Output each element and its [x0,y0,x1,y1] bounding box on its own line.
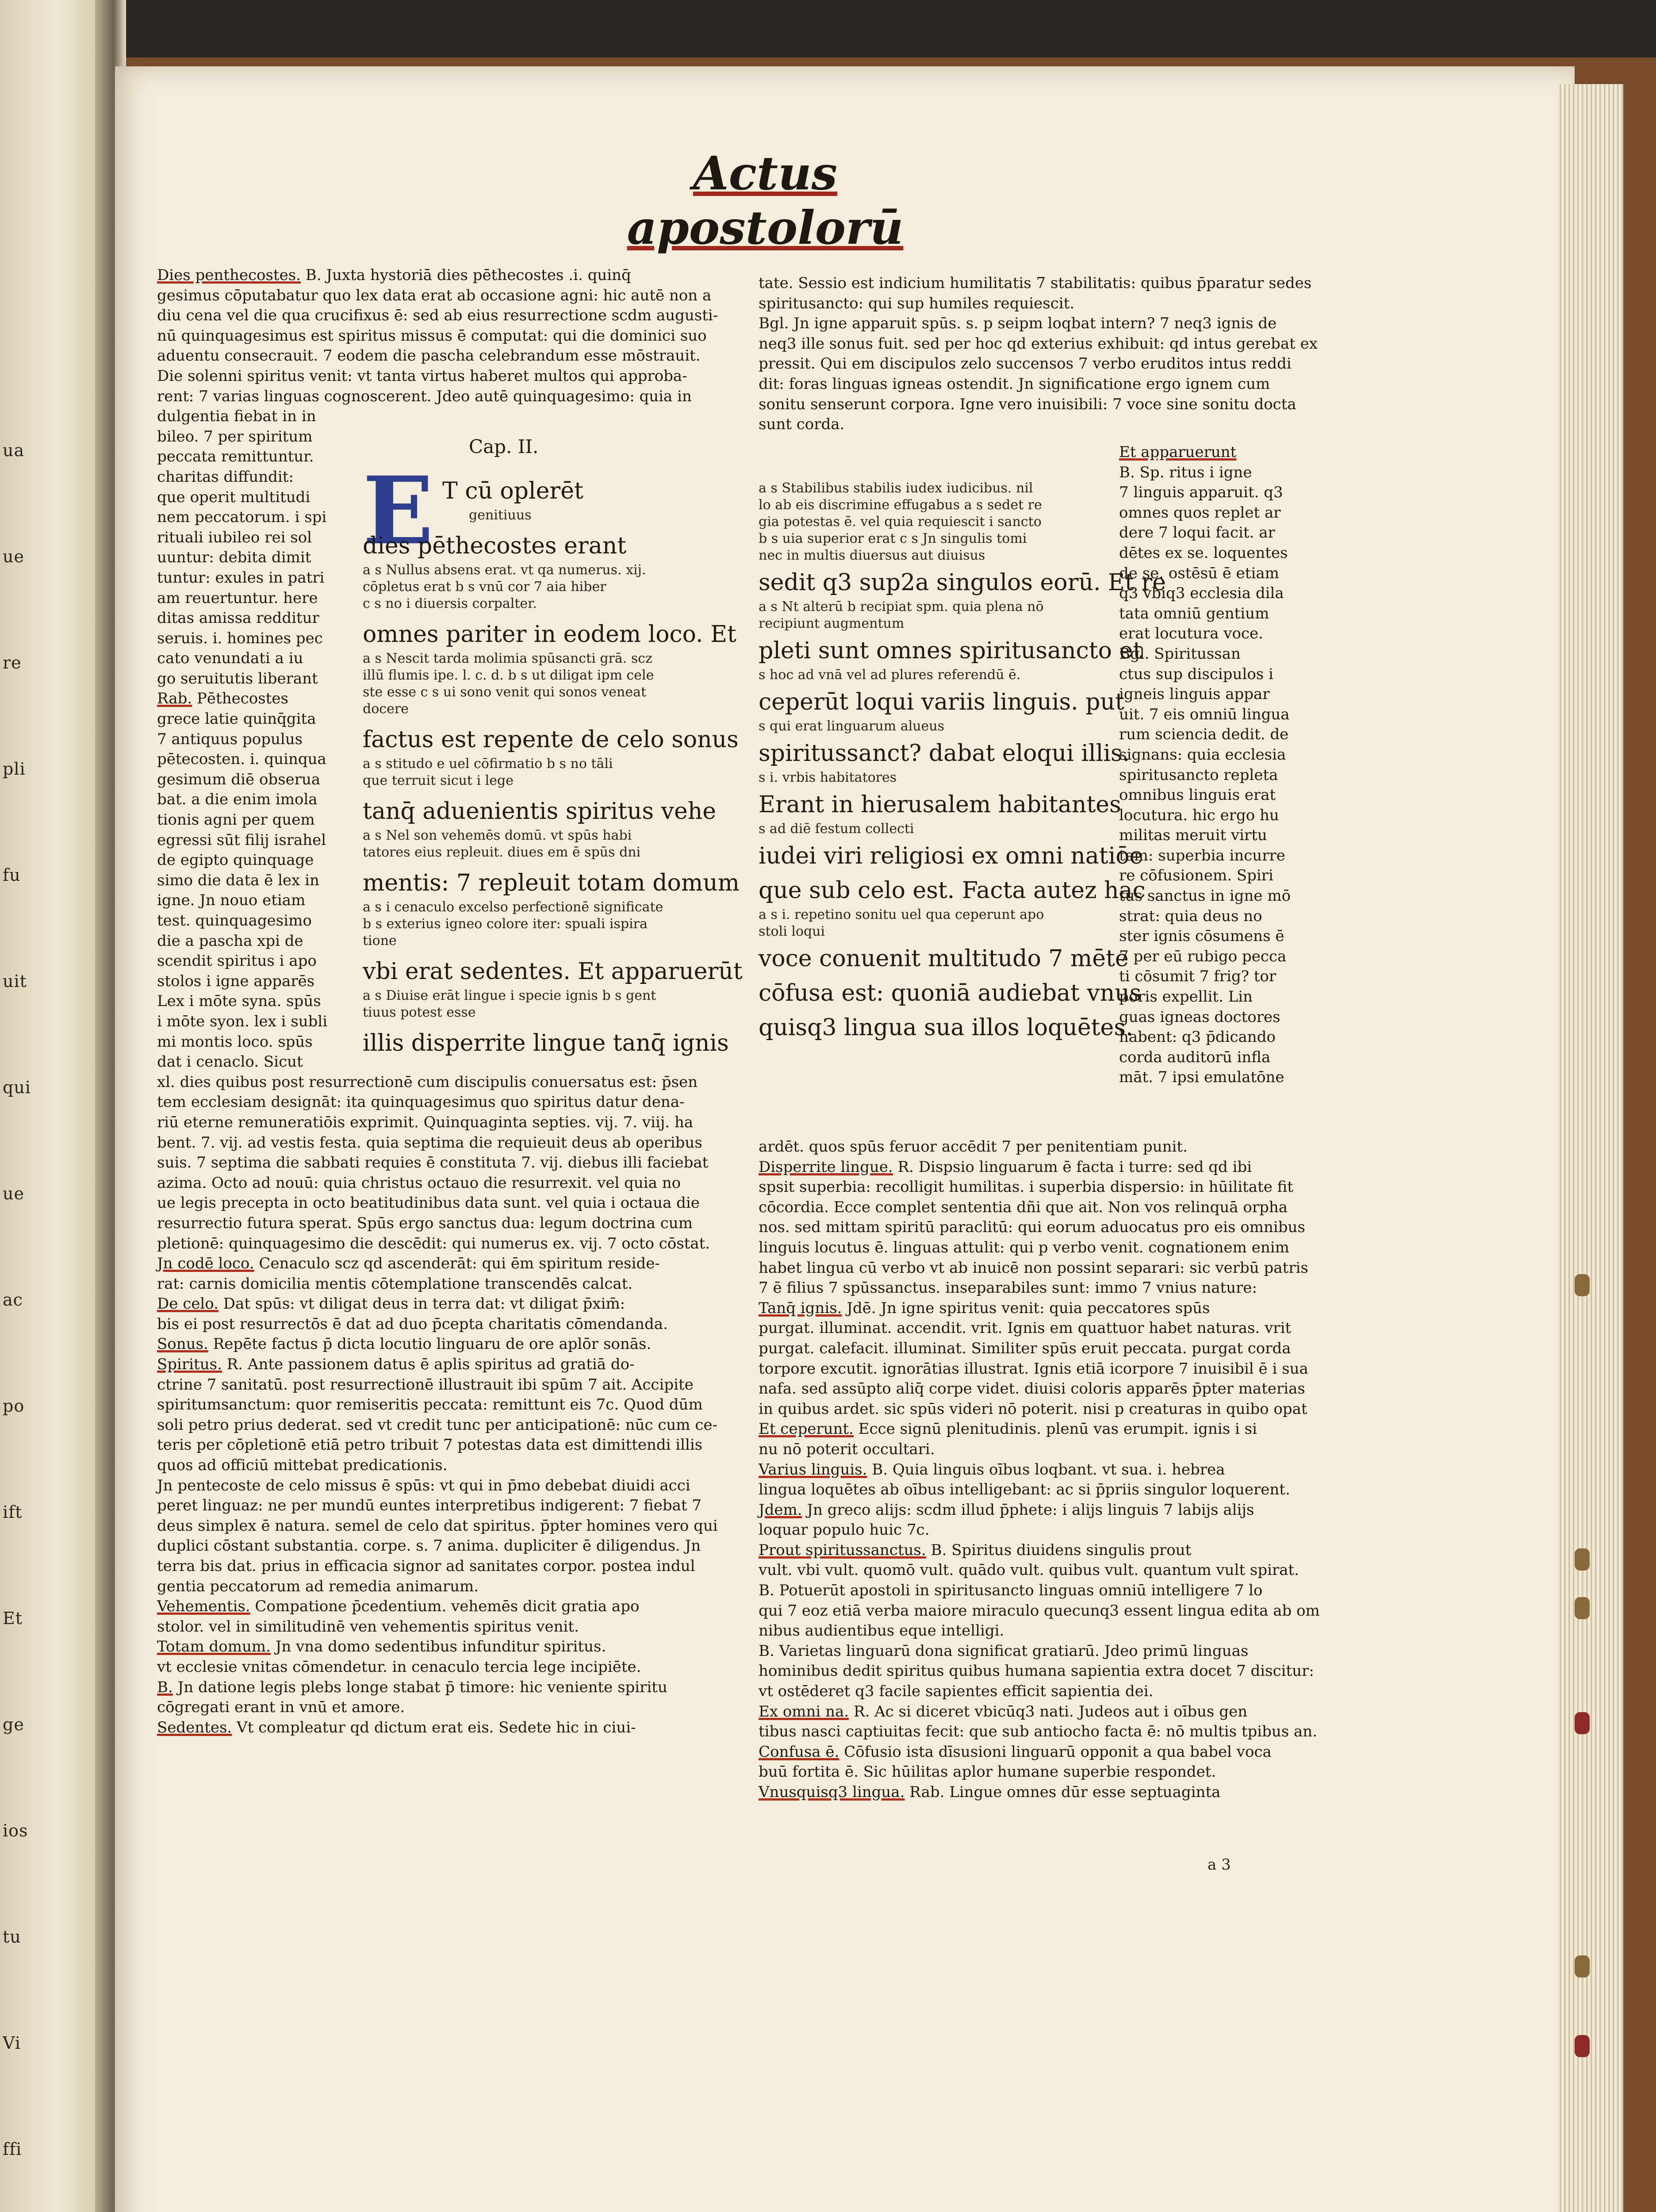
gloss-line: Disperrite lingue. R. Dispsio linguarum ē facta i turre: sed qd ibi [759,1158,1252,1176]
gloss-line: simo die data ē lex in [157,871,319,889]
gloss-line: de se. ostēsū ē etiam [1119,564,1279,582]
gloss-line: rituali iubileo rei sol [157,528,312,546]
gloss-line: gentia peccatorum ad remedia animarum. [157,1577,479,1595]
gloss-line: dētes ex se. loquentes [1119,544,1288,562]
bible-verse-line: cōfusa est: quoniā audiebat vnus [759,980,1142,1006]
gloss-line: de egipto quinquage [157,851,314,869]
gloss-line: Tanq̄ ignis. Jdē. Jn igne spiritus venit: quia peccatores spūs [759,1299,1210,1317]
gloss-line: bat. a die enim imola [157,791,318,809]
gloss-line: Lex i mōte syna. spūs [157,992,321,1010]
interlinear-gloss: genitiuus [469,507,532,523]
gloss-line: riū eterne remuneratiōis exprimit. Quinquaginta septies. vij. 7. viij. ha [157,1113,694,1131]
gloss-line: dat i cenaclo. Sicut [157,1053,303,1071]
gloss-line: guas igneas doctores [1119,1008,1280,1026]
interlinear-gloss: que terruit sicut i lege [363,773,514,788]
gloss-line: soli petro prius dederat. sed vt credit tunc per anticipationē: nūc cum ce- [157,1416,717,1434]
gloss-line: diu cena vel die qua crucifixus ē: sed ab eius resurrectione scdm augusti- [157,307,718,325]
gloss-line: bis ei post resurrectōs ē dat ad duo p̄cepta charitatis cōmendanda. [157,1315,668,1333]
gloss-line: Prout spiritussanctus. B. Spiritus diuidens singulis prout [759,1541,1192,1559]
bible-verse-line: voce conuenit multitudo 7 mēte [759,945,1129,972]
page-tab [1575,1548,1590,1571]
interlinear-gloss: ste esse c s ui sono venit qui sonos veneat [363,684,647,700]
gloss-line: uuntur: debita dimit [157,549,311,567]
gloss-line: sonitu senserunt corpora. Igne vero inuisibili: 7 voce sine sonitu docta [759,395,1296,413]
left-page-fragment: qui [3,1078,31,1097]
gloss-line: Rab. Pēthecostes [157,690,288,708]
interlinear-gloss: a s Stabilibus stabilis iudex iudicibus. nil [759,480,1033,496]
gloss-line: ditas amissa redditur [157,609,319,627]
gloss-line: nu nō poterit occultari. [759,1440,935,1458]
gloss-line: duplici cōstant substantia. corpe. s. 7 anima. dupliciter ē diligendus. Jn [157,1537,701,1555]
gloss-line: peccata remittuntur. [157,448,314,466]
gloss-line: teris per cōpletionē etiā petro tribuit 7 potestas data est dimittendi illis [157,1436,703,1454]
gloss-line: xl. dies quibus post resurrectionē cum discipulis conuersatus est: p̄sen [157,1073,698,1091]
left-page-fragment: uit [3,972,27,991]
bible-verse-line: Erant in hierusalem habitantes [759,791,1121,818]
left-page-fragment: ios [3,1821,28,1840]
left-page-fragment: po [3,1396,25,1416]
gloss-line: tibus nasci captiuitas fecit: que sub antiocho facta ē: nō multis tpibus an. [759,1723,1318,1741]
gloss-line: corda auditorū infla [1119,1048,1271,1066]
gloss-line: torpore excutit. ignorātias illustrat. Ignis etiā icorpore 7 inuisibil ē i sua [759,1359,1308,1378]
gloss-line: scendit spiritus i apo [157,952,317,970]
gloss-column-margin [1119,442,1291,1088]
gloss-line: igneis linguis appar [1119,685,1270,703]
left-page-fragment: tu [3,1927,21,1947]
gloss-line: Confusa ē. Cōfusio ista dīsusioni linguarū opponit a qua babel voca [759,1743,1272,1761]
gloss-line: erat locutura voce. [1119,625,1263,643]
gloss-line: habet lingua cū verbo vt ab inuicē non possint separari: sic verbū patris [759,1259,1308,1277]
gloss-line: re cōfusionem. Spiri [1119,867,1273,885]
gloss-line: Ex omni na. R. Ac si diceret vbicūq3 nati. Judeos aut i oībus gen [759,1702,1248,1720]
gloss-line: rent: 7 varias linguas cognoscerent. Jdeo autē quinquagesimo: quia in [157,387,692,405]
gloss-line: Varius linguis. B. Quia linguis oībus loqbant. vt sua. i. hebrea [759,1460,1225,1479]
interlinear-gloss: recipiunt augmentum [759,616,905,631]
gloss-line: Et apparuerunt [1119,443,1237,461]
gloss-line: Jn pentecoste de celo missus ē spūs: vt qui in p̄mo debebat diuidi acci [157,1476,690,1494]
signature-mark: a 3 [1208,1856,1231,1874]
gloss-line: militas meruit virtu [1119,826,1267,845]
gloss-line: spiritusancto repleta [1119,766,1278,784]
gloss-line: sunt corda. [759,415,845,434]
interlinear-gloss: a s i cenaculo excelso perfectionē significate [363,899,663,915]
interlinear-gloss: a s Nel son vehemēs domū. vt spūs habi [363,828,632,843]
gloss-line: in quibus ardet. sic spūs videri nō poterit. nisi p creaturas in quibo opat [759,1400,1307,1418]
gloss-line: 7 ē filius 7 spūssanctus. inseparabiles sunt: immo 7 vnius nature: [759,1279,1257,1297]
interlinear-gloss: c s no i diuersis corpalter. [363,596,537,611]
page-tab [1575,1274,1590,1296]
interlinear-gloss: tiuus potest esse [363,1005,476,1020]
gloss-line: buū fortita ē. Sic hūilitas aplor humane superbie respondet. [759,1763,1216,1781]
gloss-line: ctrine 7 sanitatū. post resurrectionē illustrauit ibi spūm 7 ait. Accipite [157,1375,694,1394]
gloss-line: lingua loquētes ab oībus intelligebant: ac si p̄priis singulor loquerent. [759,1481,1290,1499]
page-tab [1575,1712,1590,1734]
gloss-line: que operit multitudi [157,488,310,506]
bible-verse-line: iudei viri religiosi ex omni natiōe [759,843,1143,869]
gloss-line: die a pascha xpi de [157,932,303,950]
interlinear-gloss: lo ab eis discrimine effugabus a s sedet re [759,497,1042,513]
interlinear-gloss: a s Nullus absens erat. vt qa numerus. xij. [363,562,646,578]
gloss-line: Vehementis. Compatione p̄cedentium. vehemēs dicit gratia apo [157,1598,640,1616]
gloss-line: Sedentes. Vt compleatur qd dictum erat eis. Sedete hic in ciui- [157,1718,636,1736]
left-page-fragment: re [3,653,22,672]
left-page-fragment: ffi [3,2139,22,2159]
gloss-line: quos ad officiū mittebat predicationis. [157,1456,448,1475]
gloss-line: ue legis precepta in octo beatitudinibus data sunt. vel quia i octaua die [157,1194,700,1212]
gloss-line: Et ceperunt. Ecce signū plenitudinis. plenū vas erumpit. ignis i si [759,1420,1257,1438]
gloss-line: azima. Octo ad nouū: quia christus octauo die resurrexit. vel quia no [157,1174,681,1192]
gloss-line: Bgl. Jn igne apparuit spūs. s. p seipm loqbat intern? 7 neq3 ignis de [759,315,1277,333]
left-page-fragment: ua [3,441,25,460]
gloss-line: egressi sūt filij israhel [157,831,326,849]
gloss-line: Spiritus. R. Ante passionem datus ē aplis spiritus ad gratiā do- [157,1356,635,1374]
gloss-line: purgat. illuminat. accendit. vrit. Ignis em quattuor habet naturas. vrit [759,1319,1292,1337]
gloss-line: peret linguaz: ne per mundū euntes interpretibus indigerent: 7 fiebat 7 [157,1497,702,1515]
page-tab [1575,1597,1590,1619]
gloss-line: māt. 7 ipsi emulatōne [1119,1068,1284,1087]
gloss-column-right-top [759,273,1318,435]
gloss-line: 7 linguis apparuit. q3 [1119,484,1283,502]
gloss-line: ardēt. quos spūs feruor accēdit 7 per penitentiam punit. [759,1138,1188,1156]
gloss-line: pressit. Qui em discipulos zelo succensos 7 verbo eruditos intus reddi [759,355,1292,373]
gloss-line: dulgentia fiebat in in [157,407,316,426]
gloss-line: B. Jn datione legis plebs longe stabat p̄ timore: hic veniente spiritu [157,1678,667,1696]
gloss-line: vult. vbi vult. quomō vult. quādo vult. quibus vult. quantum vult spirat. [759,1561,1299,1579]
gloss-line: nū quinquagesimus est spiritus missus ē computat: qui die dominici suo [157,326,707,345]
bible-verse-line: mentis: 7 repleuit totam domum [363,870,740,896]
gloss-line: q3 vbiq3 ecclesia dila [1119,584,1284,603]
gloss-line: terra bis dat. prius in efficacia signor ad sanitates corpor. postea indul [157,1557,695,1575]
gloss-line: dere 7 loqui facit. ar [1119,524,1275,542]
gloss-line: Die solenni spiritus venit: vt tanta virtus haberet multos qui approba- [157,367,687,385]
fore-edge [1557,84,1623,2212]
gloss-line: poris expellit. Lin [1119,988,1253,1006]
gloss-line: cato venundati a iu [157,649,303,668]
gloss-line: loquar populo huic 7c. [759,1521,930,1539]
interlinear-gloss: a s Diuise erāt lingue i specie ignis b s gent [363,988,656,1003]
bible-column-middle [363,456,743,1059]
gloss-line: tus sanctus in igne mō [1119,887,1291,905]
interlinear-gloss: stoli loqui [759,924,825,939]
gloss-line: igne. Jn nouo etiam [157,891,306,910]
interlinear-gloss: tatores eius repleuit. diues em ē spūs dni [363,845,641,860]
gloss-line: resurrectio futura sperat. Spūs ergo sanctus dua: legum doctrina cum [157,1214,693,1232]
gloss-line: B. Sp. ritus i igne [1119,463,1252,481]
left-page-fragment: ac [3,1290,23,1310]
bible-verse-line: vbi erat sedentes. Et apparuerūt [363,958,743,985]
chapter-heading: Cap. II. [469,436,539,457]
gloss-line: seruis. i. homines pec [157,629,323,647]
gloss-line: strat: quia deus no [1119,907,1262,925]
gloss-line: dit: foras linguas igneas ostendit. Jn significatione ergo ignem cum [759,375,1270,393]
interlinear-gloss: tione [363,933,397,949]
gloss-line: charitas diffundit: [157,468,294,486]
gloss-line: purgat. calefacit. illuminat. Similiter spūs eruit peccata. purgat corda [759,1339,1291,1357]
left-page-fragment: ue [3,1184,24,1203]
gloss-line: deus simplex ē natura. semel de celo dat spiritus. p̄pter homines vero qui [157,1517,718,1535]
gloss-line: qui 7 eoz etiā verba maiore miraculo quecunq3 essent lingua edita ab om [759,1601,1320,1620]
gloss-line: test. quinquagesimo [157,912,312,929]
left-page-fragment: fu [3,865,21,885]
gloss-line: neq3 ille sonus fuit. sed per hoc qd exterius exhibuit: qd intus gerebat ex [759,334,1318,353]
left-page-fragment: Vi [3,2033,21,2053]
interlinear-gloss: s i. vrbis habitatores [759,770,897,785]
gloss-line: Jn codē loco. Cenaculo scz qd ascenderāt: qui ēm spiritum reside- [157,1255,660,1273]
gloss-line: bileo. 7 per spiritum [157,427,313,445]
gloss-line: ti cōsumit 7 frig? tor [1119,968,1276,986]
gloss-line: nibus audientibus eque intelligi. [759,1622,1004,1640]
gloss-line: linguis locutus ē. linguas attulit: qui p verbo venit. cognationem enim [759,1238,1289,1256]
gloss-line: tuntur: exules in patri [157,568,325,587]
interlinear-gloss: b s exterius igneo colore iter: spuali ispira [363,916,648,932]
gloss-line: tate. Sessio est indicium humilitatis 7 stabilitatis: quibus p̄paratur sedes [759,274,1312,292]
gloss-line: stolos i igne apparēs [157,972,315,990]
gloss-line: pētecosten. i. quinqua [157,750,326,768]
interlinear-gloss: a s i. repetino sonitu uel qua ceperunt apo [759,907,1044,922]
bible-verse-line: spiritussanct? dabat eloqui illis. [759,740,1130,767]
gloss-line: signans: quia ecclesia [1119,745,1286,764]
bible-column-right [759,480,1166,1044]
gloss-line: pletionē: quinquagesimo die descēdit: qui numerus ex. vij. 7 octo cōstat. [157,1234,710,1252]
gloss-line: nafa. sed assūpto aliq̄ corpe videt. diuisi coloris apparēs p̄pter materias [759,1380,1305,1398]
page-tab [1575,2035,1590,2057]
gloss-line: hominibus dedit spiritus quibus humana sapientia extra docet 7 discitur: [759,1662,1314,1680]
gloss-line: vt ecclesie vnitas cōmendetur. in cenaculo tercia lege incipiēte. [157,1658,641,1676]
gloss-line: stolor. vel in similitudinē ven vehementis spiritus venit. [157,1617,579,1636]
left-page-fragment: ift [3,1502,23,1522]
gloss-line: Vnusquisq3 lingua. Rab. Lingue omnes dūr esse septuaginta [759,1783,1221,1801]
bible-verse-line: quisq3 lingua sua illos loquētes. [759,1014,1133,1041]
gloss-line: i mōte syon. lex i subli [157,1012,328,1030]
gloss-line: nem peccatorum. i spi [157,508,327,526]
decorated-initial: E [363,456,434,565]
gloss-line: bent. 7. vij. ad vestis festa. quia septima die requieuit deus ab operibus [157,1133,702,1152]
left-page-fragment: ue [3,547,24,566]
gloss-line: gesimum diē obserua [157,770,321,788]
interlinear-gloss: s ad diē festum collecti [759,821,914,837]
interlinear-gloss: nec in multis diuersus aut diuisus [759,548,985,563]
left-page-fragment: ge [3,1715,24,1734]
bible-verse-line: que sub celo est. Facta autez hac [759,877,1146,904]
gloss-line: ster ignis cōsumens ē [1119,927,1284,945]
gloss-line: grece latie quinq̄gita [157,710,316,728]
bible-verse-line: dies pēthecostes erant [363,533,627,559]
interlinear-gloss: s hoc ad vnā vel ad plures referendū ē. [759,667,1021,683]
gloss-line: omnes quos replet ar [1119,503,1281,522]
gloss-line: habent: q3 p̄dicando [1119,1028,1276,1046]
gloss-line: spiritumsanctum: quor remiseritis peccata: remittunt eis 7c. Quod dūm [157,1396,703,1414]
interlinear-gloss: a s Nescit tarda molimia spūsancti grā. scz [363,651,652,666]
gloss-line: cōcordia. Ecce complet sententia dñi que ait. Non vos relinquā orpha [759,1198,1288,1216]
running-header: Actus apostolorū [627,146,904,255]
interlinear-gloss: a s Nt alterū b recipiat spm. quia plena nō [759,599,1044,614]
gloss-line: mi montis loco. spūs [157,1033,313,1051]
gloss-line: spsit superbia: recolligit humilitas. i superbia dispersio: in hūilitate fit [759,1178,1293,1196]
gloss-line: Jdem. Jn greco alijs: scdm illud p̄phete: i alijs linguis 7 labijs alijs [759,1501,1254,1519]
bible-verse-line: ceperūt loqui variis linguis. put [759,689,1124,715]
gloss-line: gesimus cōputabatur quo lex data erat ab occasione agni: hic autē non a [157,286,712,304]
gloss-line: go seruitutis liberant [157,669,318,687]
bible-verse-line: factus est repente de celo sonus [363,726,739,753]
gloss-line: De celo. Dat spūs: vt diligat deus in terra dat: vt diligat p̄xim̄: [157,1295,625,1313]
interlinear-gloss: illū flumis ipe. l. c. d. b s ut diligat ipm cele [363,668,654,683]
gloss-line: tem ecclesiam designāt: ita quinquagesimus quo spiritus datur dena- [157,1093,685,1111]
gloss-line: vt ostēderet q3 facile sapientes efficit sapientia dei. [759,1682,1154,1701]
left-page-fragment: Et [3,1609,23,1628]
gloss-line: tem: superbia incurre [1119,846,1285,864]
bible-verse-line: omnes pariter in eodem loco. Et [363,621,736,648]
gloss-line: locutura. hic ergo hu [1119,806,1279,824]
left-page-fragment: pli [3,759,26,779]
gloss-line: tata omniū gentium [1119,604,1269,622]
gloss-line: rat: carnis domicilia mentis cōtemplatione transcendēs calcat. [157,1275,633,1293]
bible-verse-line: T cū oplerēt [442,478,583,504]
gloss-line: 7 per eū rubigo pecca [1119,947,1287,965]
gloss-line: am reuertuntur. here [157,589,318,607]
gloss-line: uit. 7 eis omniū lingua [1119,705,1290,723]
interlinear-gloss: b s uia superior erat c s Jn singulis tomi [759,531,1027,546]
gloss-line: omnibus linguis erat [1119,786,1276,804]
gloss-line: B. Potuerūt apostoli in spiritusancto linguas omniū intelligere 7 lo [759,1582,1263,1600]
gloss-line: nos. sed mittam spiritū paraclitū: qui eorum aduocatus pro eis omnibus [759,1218,1305,1237]
gloss-column-right-bottom [759,1137,1320,1803]
gloss-line: Sonus. Repēte factus p̄ dicta locutio linguaru de ore aplōr sonās. [157,1335,652,1353]
interlinear-gloss: cōpletus erat b s vnū cor 7 aia hiber [363,579,606,595]
interlinear-gloss: docere [363,701,409,717]
bible-verse-line: pleti sunt omnes spiritusancto et [759,637,1142,664]
gloss-line: aduentu consecrauit. 7 eodem die pascha celebrandum esse mōstrauit. [157,347,701,365]
bible-verse-line: illis disperrite lingue tanq̄ ignis [363,1030,729,1056]
gloss-line: suis. 7 septima die sabbati requies ē constituta 7. vij. diebus illi faciebat [157,1154,709,1172]
left-page-edge [0,0,106,2212]
page-tab [1575,1955,1590,1978]
gloss-line: B. Varietas linguarū dona significat gratiarū. Jdeo primū linguas [759,1642,1249,1660]
gloss-line: tionis agni per quem [157,811,315,829]
bible-verse-line: tanq̄ aduenientis spiritus vehe [363,798,716,825]
gloss-line: Totam domum. Jn vna domo sedentibus infunditur spiritus. [157,1638,606,1656]
gloss-line: Bgl. Spiritussan [1119,645,1241,663]
interlinear-gloss: s qui erat linguarum alueus [759,718,944,734]
gloss-line: ctus sup discipulos i [1119,665,1273,683]
gloss-line: cōgregati erant in vnū et amore. [157,1698,405,1717]
gloss-line: spiritusancto: qui sup humiles requiescit. [759,294,1075,312]
interlinear-gloss: gia potestas ē. vel quia requiescit i sancto [759,514,1042,530]
gloss-line: 7 antiquus populus [157,730,303,748]
gloss-line: Dies penthecostes. B. Juxta hystoriā dies pēthecostes .i. quinq̄ [157,266,631,284]
gloss-line: rum sciencia dedit. de [1119,726,1289,744]
bible-verse-line: sedit q3 sup2a singulos eorū. Et re [759,569,1166,596]
interlinear-gloss: a s stitudo e uel cōfirmatio b s no tāli [363,756,613,772]
